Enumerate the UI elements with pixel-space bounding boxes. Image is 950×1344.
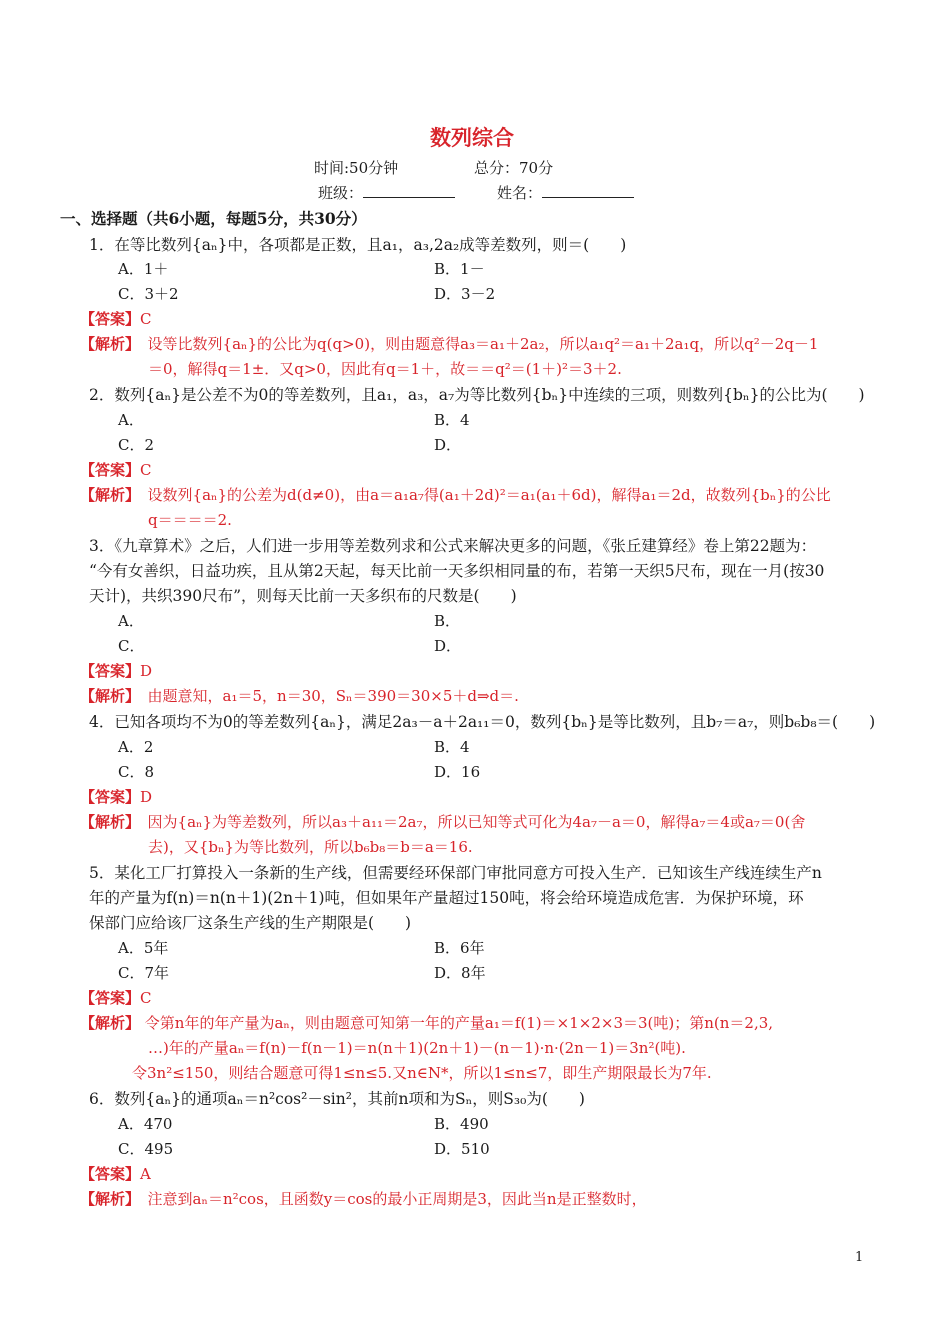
q4-analysis-line-2: 去)，又{bₙ}为等比数列，所以b₆b₈＝b＝a＝16.	[148, 838, 473, 856]
answer-label: 【答案】	[80, 310, 141, 328]
answer-value: C	[140, 310, 152, 328]
answer-value: C	[140, 989, 152, 1007]
q5-answer	[80, 987, 152, 1008]
question-2-stem: 2．数列{aₙ}是公差不为0的等差数列，且a₁，a₃，a₇为等比数列{bₙ}中连续的三项，则数列{bₙ}的公比为( )	[89, 386, 865, 404]
q2-analysis-line-2: q＝＝＝＝2.	[148, 511, 232, 529]
page-title: 数列综合	[430, 125, 514, 150]
q4-answer	[80, 786, 152, 807]
analysis-line: 因为{aₙ}为等差数列，所以a₃＋a₁₁＝2a₇，所以已知等式可化为4a₇－a＝0，解得a₇＝4或a₇＝0(舍	[147, 813, 806, 831]
question-4-stem: 4．已知各项均不为0的等差数列{aₙ}，满足2a₃－a＋2a₁₁＝0，数列{bₙ}是等比数列，且b₇＝a₇，则b₆b₈＝( )	[89, 713, 876, 731]
answer-label: 【答案】	[80, 662, 141, 680]
answer-value: D	[140, 788, 153, 806]
question-3-stem-line-2: “今有女善织，日益功疾，且从第2天起，每天比前一天多织相同量的布，若第一天织5尺布，现在一月(按30	[89, 562, 825, 580]
q6-analysis	[80, 1188, 647, 1209]
q5-option-a: A．5年	[118, 939, 169, 957]
name-blank	[542, 183, 634, 198]
answer-label: 【答案】	[80, 788, 141, 806]
class-field	[318, 182, 455, 203]
q6-answer	[80, 1163, 151, 1184]
q2-option-c: C．2	[118, 436, 155, 454]
class-blank	[363, 183, 455, 198]
name-field	[497, 182, 634, 203]
q2-answer	[80, 459, 152, 480]
q3-option-a: A．	[118, 612, 144, 630]
question-5-stem-line-3: 保部门应给该厂这条生产线的生产期限是( )	[89, 914, 412, 932]
question-5-stem-line-1: 5．某化工厂打算投入一条新的生产线，但需要经环保部门审批同意方可投入生产．已知该生产线连续生产n	[89, 864, 822, 882]
question-6-stem: 6．数列{aₙ}的通项aₙ＝n²cos²－sin²，其前n项和为Sₙ，则S₃₀为( )	[89, 1090, 585, 1108]
total-score: 总分：70分	[474, 159, 554, 177]
question-3-stem-line-3: 天计)，共织390尺布”，则每天比前一天多织布的尺数是( )	[89, 587, 517, 605]
q5-option-c: C．7年	[118, 964, 170, 982]
q2-analysis	[80, 484, 831, 505]
q1-option-d: D．3－2	[434, 285, 496, 303]
q6-option-a: A．470	[118, 1115, 173, 1133]
analysis-label: 【解析】	[80, 687, 133, 705]
q4-option-d: D．16	[434, 763, 481, 781]
q2-option-b: B．4	[434, 411, 470, 429]
class-label: 班级：	[318, 184, 364, 202]
name-label: 姓名：	[497, 184, 543, 202]
q6-option-c: C．495	[118, 1140, 174, 1158]
q3-option-b: B．	[434, 612, 461, 630]
analysis-label: 【解析】	[80, 1190, 133, 1208]
q1-option-a: A．1＋	[118, 260, 169, 278]
answer-value: D	[140, 662, 153, 680]
analysis-label: 【解析】	[80, 1014, 141, 1032]
analysis-line: 由题意知，a₁＝5，n＝30，Sₙ＝390＝30×5＋d⇒d＝.	[147, 687, 519, 705]
q5-option-b: B．6年	[434, 939, 485, 957]
analysis-line: 设等比数列{aₙ}的公比为q(q>0)，则由题意得a₃＝a₁＋2a₂，所以a₁q²＝a₁＋2a₁q，所以q²－2q－1	[147, 335, 819, 353]
analysis-line: 令第n年的年产量为aₙ，则由题意可知第一年的产量a₁＝f(1)＝×1×2×3＝3(吨)；第n(n＝2,3,	[144, 1014, 774, 1032]
section-heading: 一、选择题（共6小题，每题5分，共30分）	[60, 209, 367, 228]
answer-value: C	[140, 461, 152, 479]
exam-time: 时间:50分钟	[314, 159, 399, 177]
answer-label: 【答案】	[80, 461, 141, 479]
q3-answer	[80, 660, 152, 681]
question-1-stem: 1．在等比数列{aₙ}中，各项都是正数，且a₁，a₃,2a₂成等差数列，则＝( )	[89, 236, 627, 254]
answer-label: 【答案】	[80, 989, 141, 1007]
q3-analysis	[80, 685, 519, 706]
q6-option-d: D．510	[434, 1140, 490, 1158]
question-3-stem-line-1: 3．《九章算术》之后，人们进一步用等差数列求和公式来解决更多的问题，《张丘建算经》卷上第22题为：	[89, 537, 817, 555]
analysis-line: 注意到aₙ＝n²cos，且函数y＝cos的最小正周期是3，因此当n是正整数时，	[147, 1190, 647, 1208]
answer-label: 【答案】	[80, 1165, 141, 1183]
q5-analysis	[80, 1012, 773, 1033]
q5-analysis-line-2: …)年的产量aₙ＝f(n)－f(n－1)＝n(n＋1)(2n＋1)－(n－1)·n·(2n－1)＝3n²(吨).	[148, 1039, 686, 1057]
q2-option-d: D．	[434, 436, 462, 454]
q4-option-a: A．2	[118, 738, 154, 756]
q1-answer	[80, 308, 152, 329]
q1-analysis	[80, 333, 818, 354]
analysis-line: 设数列{aₙ}的公差为d(d≠0)，由a＝a₁a₇得(a₁＋2d)²＝a₁(a₁＋6d)，解得a₁＝2d，故数列{bₙ}的公比	[147, 486, 831, 504]
analysis-label: 【解析】	[80, 335, 133, 353]
analysis-label: 【解析】	[80, 813, 133, 831]
q4-option-c: C．8	[118, 763, 155, 781]
page-number: 1	[855, 1250, 864, 1265]
q3-option-d: D．	[434, 637, 462, 655]
q1-analysis-line-2: ＝0，解得q＝1±．又q>0，因此有q＝1＋，故＝＝q²＝(1＋)²＝3＋2.	[148, 360, 622, 378]
q1-option-b: B．1－	[434, 260, 485, 278]
question-5-stem-line-2: 年的产量为f(n)＝n(n＋1)(2n＋1)吨，但如果年产量超过150吨，将会给环境造成危害．为保护环境，环	[89, 889, 804, 907]
q4-option-b: B．4	[434, 738, 470, 756]
q4-analysis	[80, 811, 805, 832]
q2-option-a: A．	[118, 411, 144, 429]
q5-analysis-line-3: 令3n²≤150，则结合题意可得1≤n≤5.又n∈N*，所以1≤n≤7，即生产期限最长为7年.	[132, 1064, 712, 1082]
q5-option-d: D．8年	[434, 964, 486, 982]
q3-option-c: C．	[118, 637, 145, 655]
q6-option-b: B．490	[434, 1115, 489, 1133]
q1-option-c: C．3＋2	[118, 285, 179, 303]
analysis-label: 【解析】	[80, 486, 133, 504]
answer-value: A	[140, 1165, 151, 1183]
